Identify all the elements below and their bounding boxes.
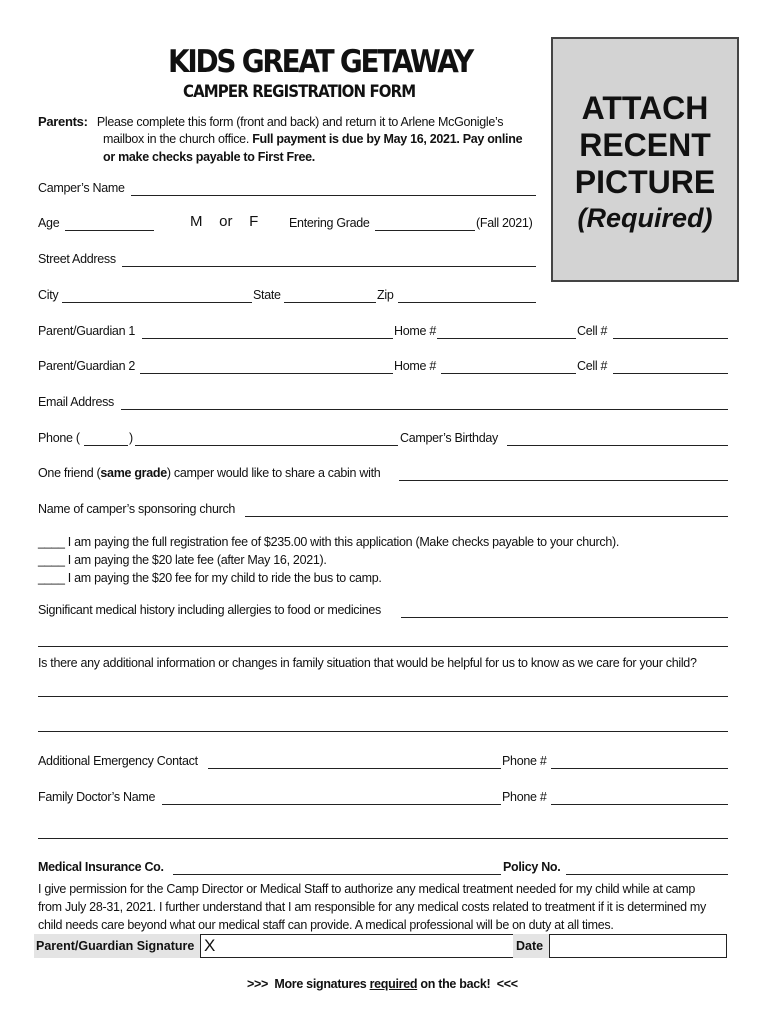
state-label: State bbox=[253, 288, 281, 302]
footer-required: required bbox=[369, 977, 418, 991]
fall-year-label: (Fall 2021) bbox=[476, 216, 533, 230]
parent2-field[interactable] bbox=[140, 373, 393, 374]
emergency-contact-label: Additional Emergency Contact bbox=[38, 754, 198, 768]
street-address-field[interactable] bbox=[122, 266, 536, 267]
zip-field[interactable] bbox=[398, 302, 536, 303]
extra-blank-line[interactable] bbox=[38, 838, 728, 839]
signature-label: Parent/Guardian Signature bbox=[34, 934, 200, 958]
home1-field[interactable] bbox=[437, 338, 576, 339]
intro-text-1: Please complete this form (front and back) and return it to Arlene McGonigle’s bbox=[96, 115, 504, 129]
emergency-phone-label: Phone # bbox=[502, 754, 547, 768]
attach-text: ATTACH bbox=[581, 90, 709, 126]
footer-note bbox=[247, 977, 518, 991]
friend-label-post: ) camper would like to share a cabin with bbox=[166, 466, 381, 480]
intro-line-1 bbox=[38, 114, 503, 129]
city-label: City bbox=[38, 288, 59, 302]
parent1-field[interactable] bbox=[142, 338, 393, 339]
cell1-field[interactable] bbox=[613, 338, 728, 339]
friend-label-pre: One friend ( bbox=[38, 466, 101, 480]
form-subtitle: CAMPER REGISTRATION FORM bbox=[183, 82, 416, 102]
payment-option-late-fee[interactable]: ____ I am paying the $20 late fee (after May 16, 2021). bbox=[38, 553, 327, 567]
cell2-field[interactable] bbox=[613, 373, 728, 374]
intro-text-3: or make checks payable to First Free. bbox=[103, 150, 315, 164]
sponsoring-church-label: Name of camper’s sponsoring church bbox=[38, 502, 236, 516]
campers-name-field[interactable] bbox=[131, 195, 536, 196]
home1-label: Home # bbox=[394, 324, 436, 338]
street-address-label: Street Address bbox=[38, 252, 116, 266]
permission-line-2: from July 28-31, 2021. I further understand that I am responsible for any medical costs related to treatment if it is determined my bbox=[38, 900, 706, 914]
phone-area-code-field[interactable] bbox=[84, 445, 128, 446]
family-doctor-label: Family Doctor’s Name bbox=[38, 790, 156, 804]
policy-field[interactable] bbox=[566, 874, 728, 875]
parents-label: Parents: bbox=[38, 114, 88, 129]
footer-post: on the back! <<< bbox=[417, 977, 518, 991]
phone-label: Phone ( bbox=[38, 431, 80, 445]
signature-x-mark: X bbox=[204, 936, 216, 955]
required-text: (Required) bbox=[577, 203, 713, 233]
picture-text: PICTURE bbox=[574, 164, 716, 200]
home2-field[interactable] bbox=[441, 373, 576, 374]
permission-line-1: I give permission for the Camp Director or Medical Staff to authorize any medical treatment needed for my child while at camp bbox=[38, 882, 696, 896]
medical-history-field-line-2[interactable] bbox=[38, 646, 728, 647]
date-field[interactable] bbox=[549, 934, 727, 958]
sponsoring-church-field[interactable] bbox=[245, 516, 728, 517]
phone-paren-close: ) bbox=[129, 431, 133, 445]
campers-birthday-field[interactable] bbox=[507, 445, 728, 446]
medical-history-label: Significant medical history including allergies to food or medicines bbox=[38, 603, 381, 617]
permission-line-3: child needs care beyond what our medical staff can provide. A medical professional will be on duty at all times. bbox=[38, 918, 614, 932]
doctor-phone-label: Phone # bbox=[502, 790, 547, 804]
friend-label-bold: same grade bbox=[100, 466, 167, 480]
campers-birthday-label: Camper’s Birthday bbox=[400, 431, 498, 445]
city-field[interactable] bbox=[62, 302, 252, 303]
insurance-field[interactable] bbox=[173, 874, 501, 875]
age-label: Age bbox=[38, 216, 60, 230]
phone-field[interactable] bbox=[135, 445, 398, 446]
emergency-phone-field[interactable] bbox=[551, 768, 728, 769]
parent2-label: Parent/Guardian 2 bbox=[38, 359, 136, 373]
intro-line-2 bbox=[103, 132, 522, 146]
gender-options[interactable]: M or F bbox=[190, 213, 259, 230]
entering-grade-field[interactable] bbox=[375, 230, 475, 231]
email-field[interactable] bbox=[121, 409, 728, 410]
email-label: Email Address bbox=[38, 395, 114, 409]
entering-grade-label: Entering Grade bbox=[289, 216, 370, 230]
form-title: KIDS GREAT GETAWAY bbox=[168, 44, 472, 80]
footer-pre: >>> More signatures bbox=[247, 977, 370, 991]
attach-picture-box bbox=[551, 37, 739, 282]
doctor-phone-field[interactable] bbox=[551, 804, 728, 805]
signature-field[interactable] bbox=[200, 934, 515, 958]
medical-history-field[interactable] bbox=[401, 617, 728, 618]
parent1-label: Parent/Guardian 1 bbox=[38, 324, 136, 338]
friend-field[interactable] bbox=[399, 480, 728, 481]
cell1-label: Cell # bbox=[577, 324, 608, 338]
emergency-contact-field[interactable] bbox=[208, 768, 501, 769]
recent-text: RECENT bbox=[579, 127, 711, 163]
home2-label: Home # bbox=[394, 359, 436, 373]
date-label: Date bbox=[513, 934, 550, 958]
campers-name-label: Camper’s Name bbox=[38, 181, 125, 195]
friend-label bbox=[38, 466, 380, 480]
additional-info-field-line-1[interactable] bbox=[38, 696, 728, 697]
state-field[interactable] bbox=[284, 302, 376, 303]
intro-payment-due: Full payment is due by May 16, 2021. Pay online bbox=[252, 132, 523, 146]
additional-info-field-line-2[interactable] bbox=[38, 731, 728, 732]
age-field[interactable] bbox=[65, 230, 154, 231]
additional-info-label: Is there any additional information or changes in family situation that would be helpful for us to know as we care for your child? bbox=[38, 656, 697, 670]
family-doctor-field[interactable] bbox=[162, 804, 501, 805]
cell2-label: Cell # bbox=[577, 359, 608, 373]
intro-text-2: mailbox in the church office. bbox=[103, 132, 253, 146]
zip-label: Zip bbox=[377, 288, 394, 302]
payment-option-bus-fee[interactable]: ____ I am paying the $20 fee for my child to ride the bus to camp. bbox=[38, 571, 382, 585]
payment-option-full[interactable]: ____ I am paying the full registration fee of $235.00 with this application (Make checks payable to your church). bbox=[38, 535, 620, 549]
policy-label: Policy No. bbox=[503, 860, 561, 874]
signature-row bbox=[34, 934, 729, 958]
insurance-label: Medical Insurance Co. bbox=[38, 860, 164, 874]
